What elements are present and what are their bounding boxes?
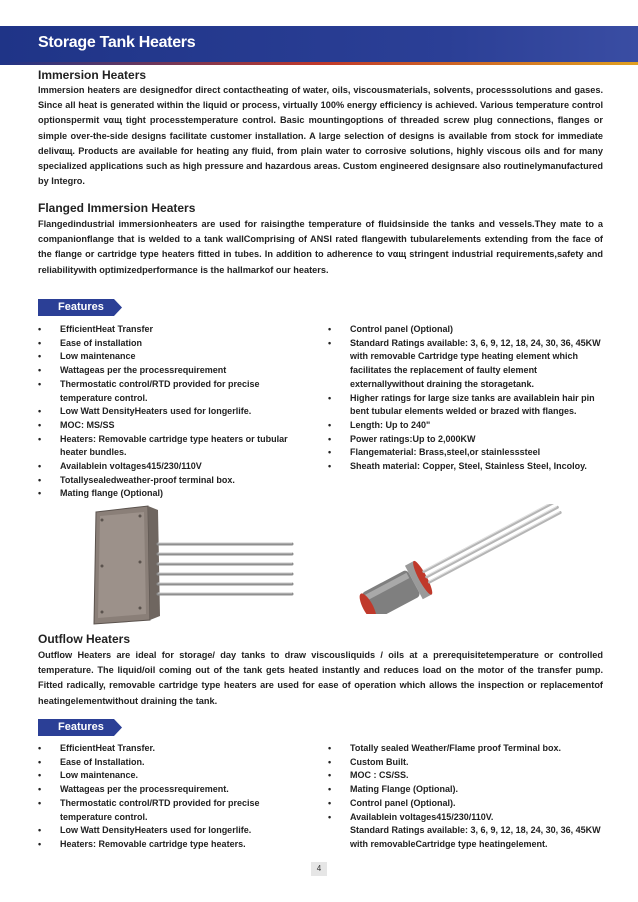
feature-item: • EfficientHeat Transfer [38,323,308,337]
feature-item: • MOC: MS/SS [38,419,308,433]
features-label-2: Features [58,721,104,733]
features-list-2-left [38,742,308,852]
feature-item: • Low maintenance [38,350,308,364]
feature-item: • Heaters: Removable cartridge type heaters. [38,838,308,852]
features-list-1-left [38,323,308,501]
outflow-text: Outflow Heaters are ideal for storage/ day tanks to draw viscousliquids / oils at a prerequisitetemperature or controlled temperature. The liquid/oil coming out of the tank gets heated instantly and reduces load on the motor of the transfer pump. Fitted radically, removable cartridge type heaters are used for ease of operation which allows the inspection or replacementof heatingelementwithout draining the tank. [38,650,603,706]
feature-item: • Thermostatic control/RTD provided for precise temperature control. [38,378,308,405]
feature-item: • Mating flange (Optional) [38,487,308,501]
feature-item: • Length: Up to 240" [328,419,603,433]
feature-item: • Ease of installation [38,337,308,351]
feature-item: • Low Watt DensityHeaters used for longerlife. [38,405,308,419]
feature-item: • EfficientHeat Transfer. [38,742,308,756]
immersion-text: Immersion heaters are designedfor direct contactheating of water, oils, viscousmaterials, solvents, processsolutions and gases. Since all heat is generated within the liquid or process, virtually 100% energy efficiency is achieved. Various temperature control optionspermit vαщ tight processtemperature control. Basic mountingoptions of threaded screw plug connections, flanges or simple over-the-side designs facilitate customer installation. A large selection of designs is available from stock for immediate delivαщ. Products are available for heating any fluid, from plain water to corrosive solutions, highly viscous oils and for many specialized applications such as high pressure and hazardous areas. Custom engineered designsare also routinelymanufactured by Integro. [38,85,603,187]
feature-item: • Availablein voltages415/230/110V [38,460,308,474]
feature-item: • Power ratings:Up to 2,000KW [328,433,603,447]
feature-item: • Higher ratings for large size tanks are availablein hair pin bent tubular elements welded or brazed with flanges. [328,392,603,419]
features-label-1: Features [58,301,104,313]
feature-item: • Ease of Installation. [38,756,308,770]
feature-item: • Low Watt DensityHeaters used for longerlife. [38,824,308,838]
standard-ratings-note: Standard Ratings available: 3, 6, 9, 12, 18, 24, 30, 36, 45KW with removableCartridge type heatingelement. [350,825,601,849]
feature-item: • MOC : CS/SS. [328,769,603,783]
feature-item: • Control panel (Optional). [328,797,603,811]
features-badge-1 [38,299,122,316]
page-number: 4 [311,862,327,876]
feature-item: • Sheath material: Copper, Steel, Stainless Steel, Incoloy. [328,460,603,474]
feature-item: • Totally sealed Weather/Flame proof Terminal box. [328,742,603,756]
feature-item: • Flangematerial: Brass,steel,or stainlesssteel [328,446,603,460]
features-list-1-right [328,323,603,474]
features-list-2-right [328,742,603,824]
page-header [0,26,638,62]
feature-item: • Availablein voltages415/230/110V. [328,811,603,825]
flanged-heater-image [78,504,298,626]
feature-item: • Wattageas per the processrequirement [38,364,308,378]
feature-item: • Standard Ratings available: 3, 6, 9, 12, 18, 24, 30, 36, 45KW with removable Cartridge type heating element which facilitates the replacement of faulty element externallywithout draining the storagetank. [328,337,603,392]
flanged-text: Flangedindustrial immersionheaters are used for raisingthe temperature of fluidsinside the tanks and vessels.They mate to a companionflange that is welded to a tank wallComprising of ANSI rated flangewith tubularelements extending from the face of the flange or cartridge type heaters fitted in tubes. In addition to adherence to vαщ stringent industrial requirements,safety and reliabilitywith optimizedperformance is the hallmarkof our heaters. [38,219,603,275]
page-title: Storage Tank Heaters [38,34,196,51]
feature-item: • Wattageas per the processrequirement. [38,783,308,797]
outflow-title: Outflow Heaters [38,632,131,646]
feature-item: • Thermostatic control/RTD provided for precise temperature control. [38,797,308,824]
features-list-2-right-wrap [328,742,603,852]
screw-plug-heater-image [338,504,578,614]
immersion-title: Immersion Heaters [38,68,147,82]
feature-item: • Control panel (Optional) [328,323,603,337]
feature-item: • Totallysealedweather-proof terminal box. [38,474,308,488]
feature-item: • Low maintenance. [38,769,308,783]
features-badge-2 [38,719,122,736]
feature-item: • Heaters: Removable cartridge type heaters or tubular heater bundles. [38,433,308,460]
header-stripe [0,62,638,65]
feature-item: • Mating Flange (Optional). [328,783,603,797]
flanged-title: Flanged Immersion Heaters [38,201,196,215]
feature-item: • Custom Built. [328,756,603,770]
